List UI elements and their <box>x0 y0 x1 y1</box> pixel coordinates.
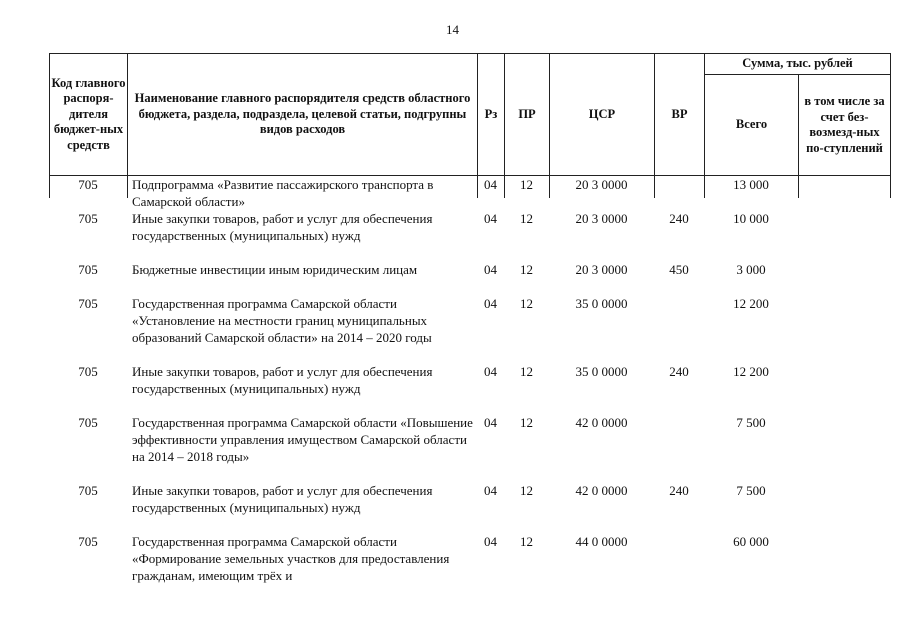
cell-code: 705 <box>78 211 98 226</box>
cell-code: 705 <box>78 364 98 379</box>
cell-free <box>798 261 891 295</box>
table-row <box>49 295 891 363</box>
cell-total: 12 200 <box>733 296 769 311</box>
cell-name: Подпрограмма «Развитие пассажирского транспорта в Самарской области» <box>132 177 434 209</box>
cell-csr: 20 3 0000 <box>575 211 628 226</box>
cell-rz: 04 <box>484 415 497 430</box>
table-header <box>49 53 891 176</box>
table-row <box>49 363 891 414</box>
cell-free <box>798 176 891 210</box>
cell-code: 705 <box>78 296 98 311</box>
header-vr: ВР <box>654 53 705 176</box>
cell-pr: 12 <box>520 534 533 549</box>
cell-name: Бюджетные инвестиции иным юридическим лицам <box>132 262 418 277</box>
cell-csr: 20 3 0000 <box>575 262 628 277</box>
cell-pr: 12 <box>520 483 533 498</box>
cell-free <box>798 210 891 261</box>
cell-rz: 04 <box>484 483 497 498</box>
cell-code: 705 <box>78 177 98 192</box>
cell-rz: 04 <box>484 177 497 192</box>
cell-csr: 44 0 0000 <box>575 534 628 549</box>
cell-pr: 12 <box>520 364 533 379</box>
table-row <box>49 533 891 593</box>
cell-total: 7 500 <box>736 483 766 498</box>
cell-csr: 42 0 0000 <box>575 483 628 498</box>
cell-name: Государственная программа Самарской области «Формирование земельных участков для предоставления гражданам, имеющим трёх и <box>132 534 450 583</box>
cell-total: 10 000 <box>733 211 769 226</box>
cell-pr: 12 <box>520 296 533 311</box>
cell-code: 705 <box>78 483 98 498</box>
cell-csr: 35 0 0000 <box>575 296 628 311</box>
cell-free <box>798 533 891 593</box>
cell-code: 705 <box>78 534 98 549</box>
cell-free <box>798 363 891 414</box>
cell-vr <box>654 176 704 210</box>
cell-name: Государственная программа Самарской области «Установление на местности границ муниципальных образований Самарской области» на 2014 – 2020 годы <box>132 296 432 345</box>
cell-free <box>798 295 891 363</box>
cell-csr: 35 0 0000 <box>575 364 628 379</box>
header-pr: ПР <box>504 53 550 176</box>
cell-total: 7 500 <box>736 415 766 430</box>
cell-pr: 12 <box>520 177 533 192</box>
header-total: Всего <box>704 74 799 176</box>
cell-vr: 450 <box>669 262 689 277</box>
table-row <box>49 210 891 261</box>
cell-code: 705 <box>78 262 98 277</box>
cell-vr: 240 <box>669 483 689 498</box>
table-row <box>49 482 891 533</box>
cell-rz: 04 <box>484 364 497 379</box>
cell-rz: 04 <box>484 296 497 311</box>
cell-name: Иные закупки товаров, работ и услуг для обеспечения государственных (муниципальных) нужд <box>132 364 433 396</box>
header-sum: Сумма, тыс. рублей <box>704 53 891 75</box>
cell-rz: 04 <box>484 211 497 226</box>
cell-total: 60 000 <box>733 534 769 549</box>
cell-vr <box>654 295 704 363</box>
cell-csr: 42 0 0000 <box>575 415 628 430</box>
table-body <box>49 176 891 593</box>
header-rz: Рз <box>477 53 505 176</box>
cell-total: 13 000 <box>733 177 769 192</box>
cell-vr: 240 <box>669 211 689 226</box>
cell-name: Иные закупки товаров, работ и услуг для обеспечения государственных (муниципальных) нужд <box>132 483 433 515</box>
cell-free <box>798 414 891 482</box>
cell-rz: 04 <box>484 262 497 277</box>
cell-vr <box>654 533 704 593</box>
cell-total: 3 000 <box>736 262 766 277</box>
cell-total: 12 200 <box>733 364 769 379</box>
cell-pr: 12 <box>520 211 533 226</box>
header-csr: ЦСР <box>549 53 655 176</box>
cell-rz: 04 <box>484 534 497 549</box>
cell-name: Государственная программа Самарской области «Повышение эффективности управления имуществом Самарской области на 2014 – 2018 годы» <box>132 415 473 464</box>
cell-name: Иные закупки товаров, работ и услуг для обеспечения государственных (муниципальных) нужд <box>132 211 433 243</box>
cell-vr: 240 <box>669 364 689 379</box>
cell-code: 705 <box>78 415 98 430</box>
cell-pr: 12 <box>520 415 533 430</box>
header-code: Код главного распоря-дителя бюджет-ных средств <box>49 53 128 176</box>
header-free: в том числе за счет без-возмезд-ных по-ступлений <box>798 74 891 176</box>
cell-free <box>798 482 891 533</box>
header-name: Наименование главного распорядителя средств областного бюджета, раздела, подраздела, целевой статьи, подгрупны видов расходов <box>127 53 478 176</box>
cell-pr: 12 <box>520 262 533 277</box>
cell-vr <box>654 414 704 482</box>
page-number: 14 <box>446 22 459 37</box>
cell-csr: 20 3 0000 <box>575 177 628 192</box>
table-row <box>49 176 891 210</box>
table-row <box>49 414 891 482</box>
table-row <box>49 261 891 295</box>
